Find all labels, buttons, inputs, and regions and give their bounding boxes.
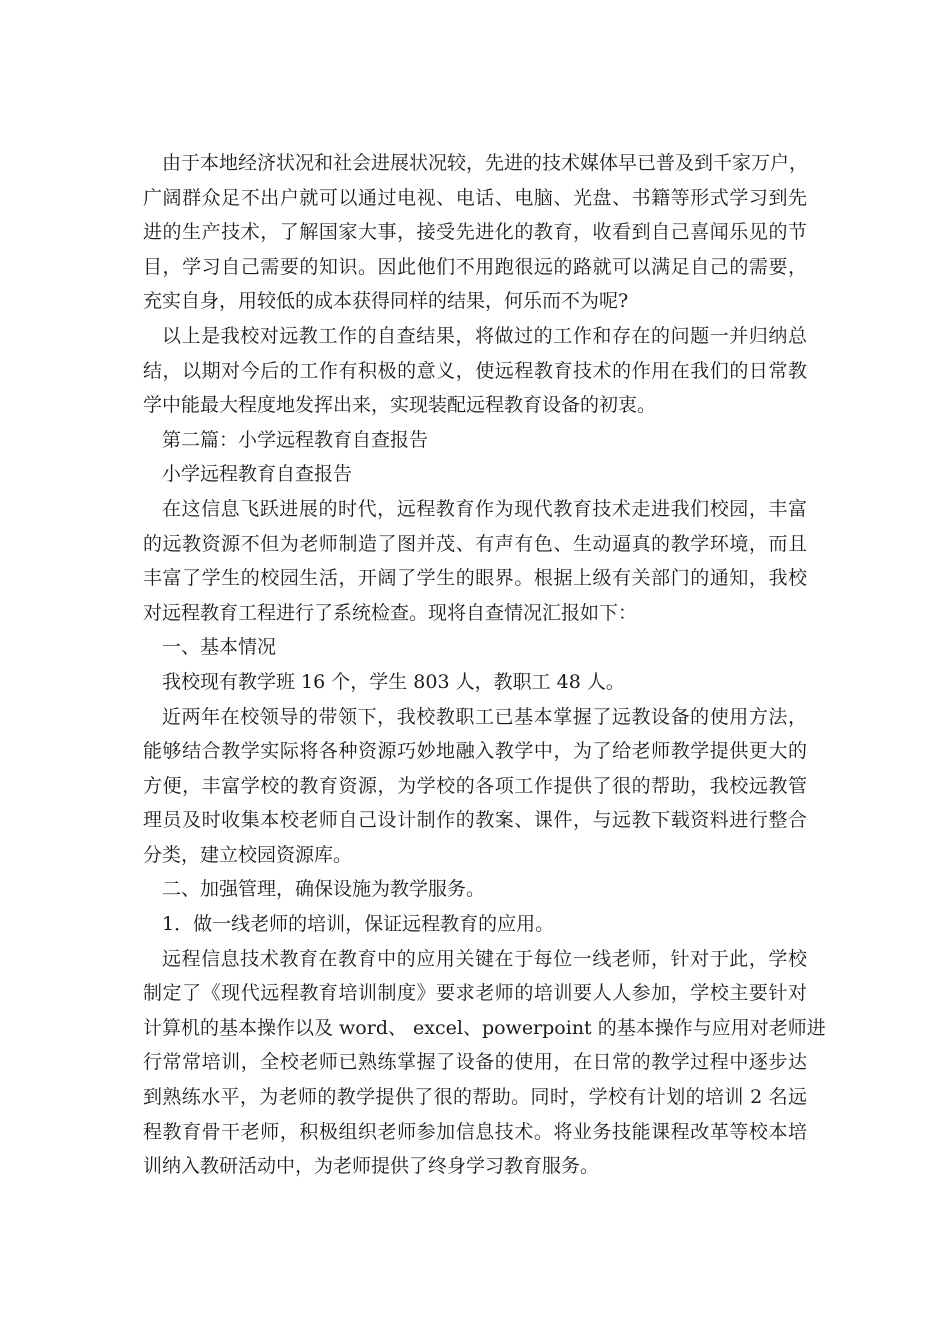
- text-line: 由于本地经济状况和社会进展状况较，先进的技术媒体早已普及到千家万户，: [162, 152, 809, 174]
- text-line: 到熟练水平，为老师的教学提供了很的帮助。同时，学校有计划的培训 2 名远: [143, 1086, 807, 1109]
- text-line: 远程信息技术教育在教育中的应用关键在于每位一线老师，针对于此，学校: [162, 947, 807, 970]
- text-line: 第二篇：小学远程教育自查报告: [162, 428, 429, 451]
- text-line: 计算机的基本操作以及 word、 excel、powerpoint 的基本操作与应用对老师进: [143, 1016, 826, 1039]
- text-line: 在这信息飞跃进展的时代，远程教育作为现代教育技术走进我们校园，丰富: [162, 497, 807, 520]
- text-line: 1．做一线老师的培训，保证远程教育的应用。: [162, 913, 555, 936]
- text-line: 程教育骨干老师，积极组织老师参加信息技术。将业务技能课程改革等校本培: [143, 1120, 807, 1143]
- text-line: 目，学习自己需要的知识。因此他们不用跑很远的路就可以满足自己的需要，: [143, 255, 807, 278]
- text-line: 对远程教育工程进行了系统检查。现将自查情况汇报如下：: [143, 601, 638, 624]
- text-line: 分类，建立校园资源库。: [143, 843, 353, 866]
- document-body: [143, 146, 826, 1184]
- text-line: 训纳入教研活动中，为老师提供了终身学习教育服务。: [143, 1155, 600, 1178]
- text-line: 以上是我校对远教工作的自查结果，将做过的工作和存在的问题一并归纳总: [162, 324, 807, 347]
- text-line: 结，以期对今后的工作有积极的意义，使远程教育技术的作用在我们的日常教: [143, 359, 807, 382]
- text-line: 学中能最大程度地发挥出来，实现装配远程教育设备的初衷。: [143, 394, 657, 417]
- text-line: 能够结合教学实际将各种资源巧妙地融入教学中，为了给老师教学提供更大的: [143, 740, 807, 763]
- text-line: 近两年在校领导的带领下，我校教职工已基本掌握了远教设备的使用方法，: [162, 705, 807, 728]
- text-line: 二、加强管理，确保设施为教学服务。: [162, 878, 486, 901]
- text-line: 进的生产技术，了解国家大事，接受先进化的教育，收看到自己喜闻乐见的节: [143, 221, 807, 244]
- text-line: 我校现有教学班 16 个，学生 803 人，教职工 48 人。: [162, 670, 625, 693]
- text-line: 行常常培训，全校老师已熟练掌握了设备的使用，在日常的教学过程中逐步达: [143, 1051, 807, 1074]
- text-line: 充实自身，用较低的成本获得同样的结果，何乐而不为呢?: [143, 290, 629, 313]
- text-line: 理员及时收集本校老师自己设计制作的教案、课件，与远教下载资料进行整合: [143, 809, 807, 832]
- text-line: 一、基本情况: [162, 636, 277, 659]
- text-line: 小学远程教育自查报告: [162, 463, 353, 486]
- text-line: 的远教资源不但为老师制造了图并茂、有声有色、生动逼真的教学环境，而且: [143, 532, 807, 555]
- text-line: 制定了《现代远程教育培训制度》要求老师的培训要人人参加，学校主要针对: [143, 982, 807, 1005]
- text-line: 方便，丰富学校的教育资源，为学校的各项工作提供了很的帮助，我校远教管: [143, 774, 807, 797]
- text-line: 广阔群众足不出户就可以通过电视、电话、电脑、光盘、书籍等形式学习到先: [143, 186, 807, 209]
- text-line: 丰富了学生的校园生活，开阔了学生的眼界。根据上级有关部门的通知，我校: [143, 567, 807, 590]
